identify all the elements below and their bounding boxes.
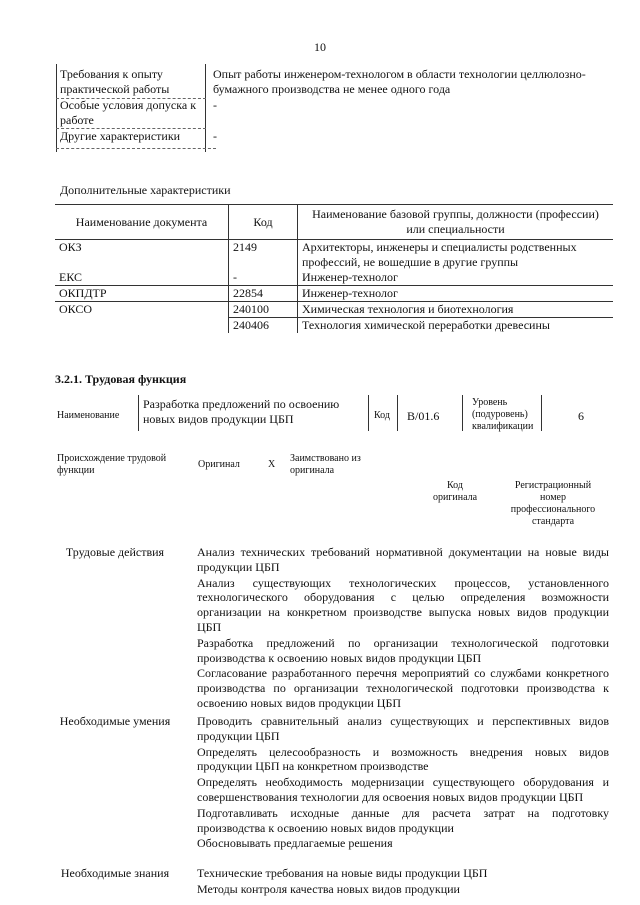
section-label-skills: Необходимые умения	[59, 714, 171, 728]
table-row	[55, 240, 613, 271]
requirement-label-conditions: Особые условия допуска к работе	[60, 98, 197, 127]
list-item: Согласование разработанного перечня мероприятий со службами конкретного производства по организации технологической подготовки производства к освоению новых видов продукции ЦБП	[197, 666, 609, 710]
cell-name: Инженер-технолог	[298, 270, 614, 286]
header-document: Наименование документа	[55, 205, 229, 240]
list-item: Анализ существующих технологических процессов, установленного технологического оборудования с целью определения возможности организации на конкретном производстве выпуска новых видов продукции ЦБП	[197, 575, 609, 634]
column-divider	[368, 395, 369, 431]
table-row	[55, 286, 613, 302]
table-row	[55, 318, 613, 334]
column-divider	[541, 395, 542, 431]
left-border	[56, 64, 57, 152]
section-actions	[197, 545, 609, 712]
list-item: Определять целесообразность и возможность внедрения новых видов продукции ЦБП на конкретном производстве	[197, 744, 609, 774]
requirement-label-other: Другие характеристики	[60, 129, 181, 143]
column-divider	[205, 64, 206, 152]
name-value: Разработка предложений по освоению новых видов продукции ЦБП	[143, 397, 340, 426]
list-item: Определять необходимость модернизации существующего оборудования и совершенствования технологии для освоения новых видов продукции ЦБП	[197, 775, 609, 804]
table-row	[55, 270, 613, 286]
level-value: 6	[578, 409, 584, 423]
header-name: Наименование базовой группы, должности (профессии) или специальности	[298, 205, 614, 240]
requirement-value-other: -	[213, 129, 217, 143]
column-divider	[462, 395, 463, 431]
table-header-row	[55, 205, 613, 240]
page-number: 10	[314, 40, 326, 54]
list-item: Методы контроля качества новых видов продукции	[197, 881, 460, 896]
orig-code-label: Код оригинала	[432, 480, 478, 503]
cell-doc: ОКСО	[55, 302, 229, 318]
cell-doc	[55, 318, 229, 334]
section-label-knowledge: Необходимые знания	[60, 866, 170, 880]
original-mark: X	[268, 459, 276, 470]
requirement-label-experience: Требования к опыту практической работы	[60, 67, 170, 96]
cell-doc: ЕКС	[59, 270, 83, 284]
section-label-actions: Трудовые действия	[65, 545, 165, 559]
cell-code: -	[229, 270, 298, 286]
column-divider	[397, 395, 398, 431]
cell-code: 22854	[229, 286, 298, 302]
section-skills	[197, 714, 609, 852]
list-item: Анализ технических требований нормативной документации на новые виды продукции ЦБП	[197, 545, 609, 574]
row-divider	[56, 148, 216, 149]
list-item: Технические требования на новые виды продукции ЦБП	[197, 866, 488, 880]
additional-table	[55, 205, 613, 333]
reg-number-label: Регистрационный номер профессионального стандарта	[510, 480, 596, 527]
cell-code: 2149	[229, 240, 298, 271]
code-label: Код	[374, 410, 390, 421]
level-label: Уровень (подуровень) квалификации	[472, 397, 534, 432]
table-row	[55, 302, 613, 318]
code-value: В/01.6	[407, 409, 440, 423]
cell-code: 240406	[229, 318, 298, 334]
cell-name: Архитекторы, инженеры и специалисты родственных профессий, не вошедшие в другие группы	[298, 240, 614, 271]
cell-doc: ОКПДТР	[55, 286, 229, 302]
cell-name: Инженер-технолог	[298, 286, 614, 302]
requirement-value-experience: Опыт работы инженером-технологом в области технологии целлюлозно-бумажного производства не менее одного года	[213, 67, 586, 96]
additional-title: Дополнительные характеристики	[60, 183, 231, 197]
list-item: Обосновывать предлагаемые решения	[197, 836, 393, 851]
header-code: Код	[229, 205, 298, 240]
cell-doc: ОКЗ	[59, 240, 82, 254]
original-label: Оригинал	[198, 459, 240, 470]
origin-label: Происхождение трудовой функции	[57, 453, 167, 476]
list-item: Проводить сравнительный анализ существующих и перспективных видов продукции ЦБП	[197, 714, 609, 743]
borrowed-label: Заимствовано из оригинала	[290, 453, 361, 476]
name-label: Наименование	[57, 410, 120, 421]
list-item: Разработка предложений по организации технологической подготовки производства к освоению новых видов продукции ЦБП	[197, 635, 609, 665]
requirement-value-conditions: -	[213, 98, 217, 112]
section-knowledge	[197, 866, 609, 898]
function-heading: 3.2.1. Трудовая функция	[55, 372, 187, 386]
list-item: Подготавливать исходные данные для расчета затрат на подготовку производства к освоению новых видов продукции	[197, 805, 609, 835]
cell-name: Технология химической переработки древесины	[298, 318, 614, 334]
cell-name: Химическая технология и биотехнология	[298, 302, 614, 318]
cell-code: 240100	[229, 302, 298, 318]
